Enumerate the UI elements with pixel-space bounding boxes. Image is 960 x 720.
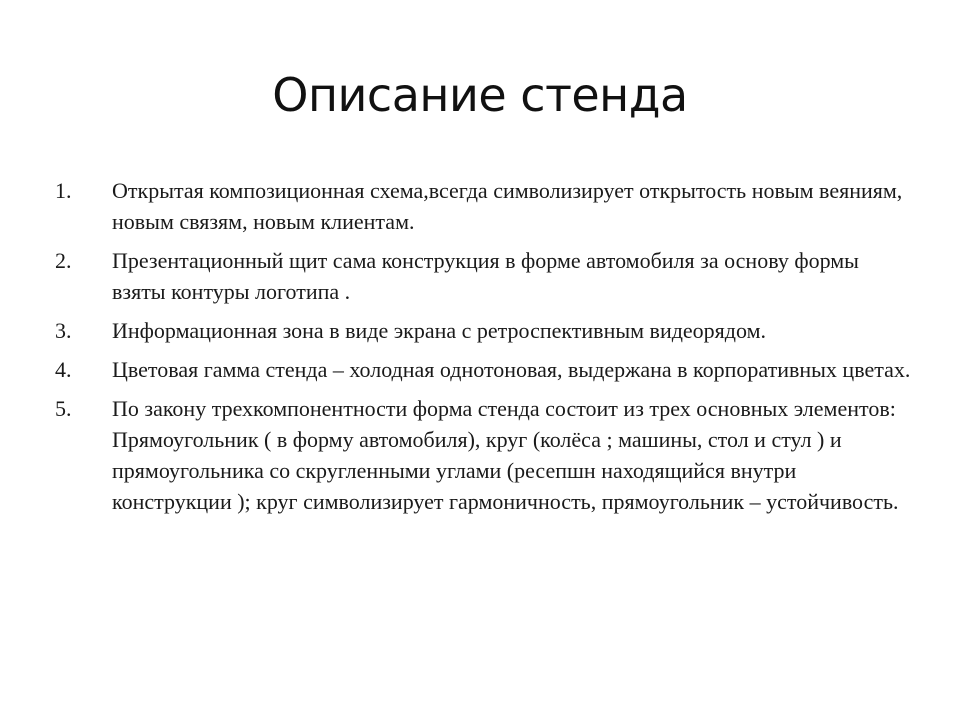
list-item-text: Информационная зона в виде экрана с ретроспективным видеорядом. bbox=[112, 318, 766, 343]
list-item bbox=[55, 315, 915, 346]
list-item-number: 3. bbox=[55, 318, 72, 343]
list-item bbox=[55, 354, 915, 385]
description-list bbox=[55, 175, 915, 525]
list-item bbox=[55, 175, 915, 237]
list-item-number: 2. bbox=[55, 248, 72, 273]
list-item-number: 5. bbox=[55, 396, 72, 421]
list-item-text: Открытая композиционная схема,всегда символизирует открытость новым веяниям, новым связям, новым клиентам. bbox=[112, 178, 903, 234]
list-item bbox=[55, 245, 915, 307]
list-item-number: 1. bbox=[55, 178, 72, 203]
list-item-text: Презентационный щит сама конструкция в форме автомобиля за основу формы взяты контуры логотипа . bbox=[112, 248, 859, 304]
list-item-text: По закону трехкомпонентности форма стенда состоит из трех основных элементов: Прямоугольник ( в форму автомобиля), круг (колёса ; машины, стол и стул ) и прямоугольника со скругленными углами (ресепшн находящийся внутри конструкции ); круг символизирует гармоничность, прямоугольник – устойчивость. bbox=[112, 396, 899, 514]
slide-title: Описание стенда bbox=[272, 68, 688, 122]
list-item bbox=[55, 393, 915, 517]
list-item-number: 4. bbox=[55, 357, 72, 382]
list-item-text: Цветовая гамма стенда – холодная однотоновая, выдержана в корпоративных цветах. bbox=[112, 357, 911, 382]
